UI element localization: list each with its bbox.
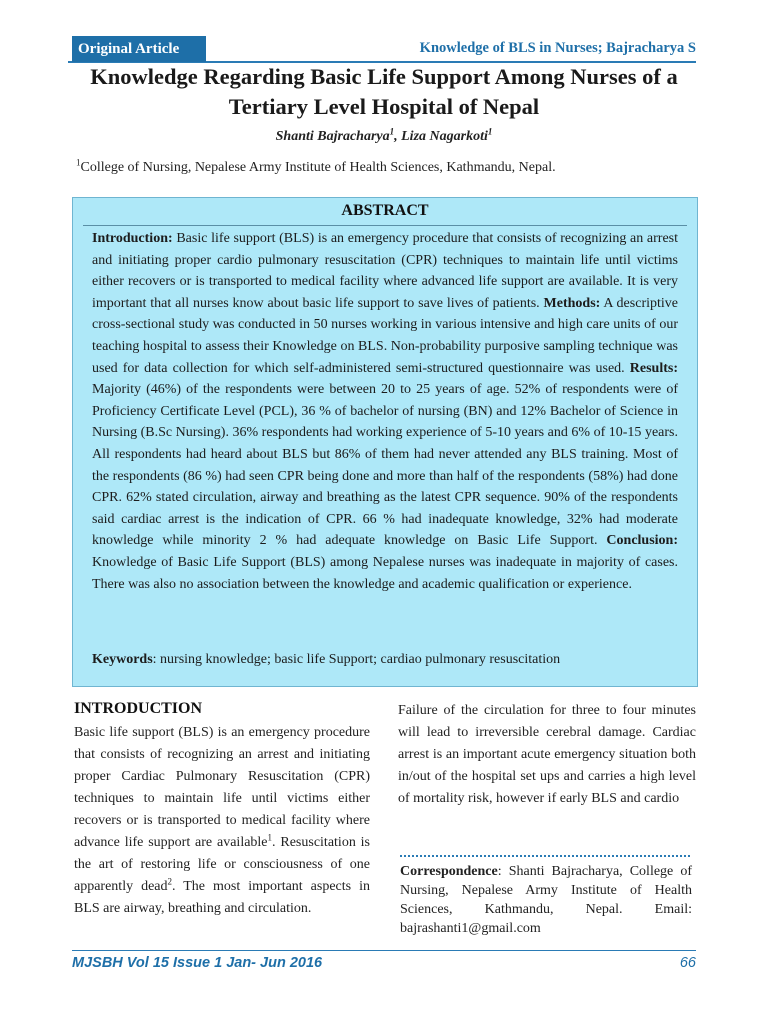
abstract-rule [83,225,687,226]
footer-journal: MJSBH Vol 15 Issue 1 Jan- Jun 2016 [72,955,323,971]
correspondence-text: : Shanti Bajracharya, College of Nursing, Nepalese Army Institute of Health Sciences, Kathmandu, Nepal. Email: bajrashanti1@gmail.com [400,864,692,936]
title-line-1: Knowledge Regarding Basic Life Support Among Nurses of a [90,64,678,89]
results-label: Results: [629,360,678,376]
introduction-label: Introduction: [92,231,173,246]
affiliation-text: College of Nursing, Nepalese Army Institute of Health Sciences, Kathmandu, Nepal. [80,160,556,175]
introduction-right-column [398,700,696,810]
methods-text: A descriptive cross-sectional study was conducted in 50 nurses working in various intensive and high care units of our teaching hospital to assess their Knowledge on BLS. Non-probability purposive sampling technique was used for data collection for which self-administered semi-structured questionnaire was used. [92,295,678,376]
affiliation-mark: 1 [76,157,81,168]
results-text: Majority (46%) of the respondents were between 20 to 25 years of age. 52% of respondents were of Proficiency Certificate Level (PCL), 36 % of bachelor of nursing (BN) and 12% Bachelor of Science in Nursing (B.Sc Nursing). 36% respondents had working experience of 5-10 years and 6% of 10-15 years. All respondents had heard about BLS but 86% of them had never attended any BLS training. Most of the respondents (86 %) had seen CPR being done and more than half of the respondents (58%) had done CPR. 62% stated circulation, airway and breathing as the latest CPR sequence. 90% of the respondents said cardiac arrest is the indication of CPR. 66 % had inadequate knowledge, 32% had moderate knowledge while minority 2 % had adequate knowledge on Basic Life Support. [92,382,678,549]
correspondence-label: Correspondence [400,864,498,879]
intro-text-part-1: Basic life support (BLS) is an emergency procedure that consists of recognizing an arrest and initiating proper Cardiac Pulmonary Resuscitation (CPR) techniques to maintain life until victims either recovers or is transported to medical facility where advance life support are available [74,725,370,850]
article-type-badge: Original Article [72,36,206,62]
introduction-text: Basic life support (BLS) is an emergency procedure that consists of recognizing an arrest and initiating proper cardio pulmonary resuscitation (CPR) techniques to maintain life until victims either recovers or is transported to medical facility where advanced life support are available. It is very important that all nurses know about basic life support to save lives of patients. [92,231,678,311]
correspondence-divider [400,855,690,857]
introduction-continued: Failure of the circulation for three to four minutes will lead to irreversible cerebral damage. Cardiac arrest is an important acute emergency situation both in/out of the hospital set ups and carries a high level of mortality risk, however if early BLS and cardio [398,703,696,806]
abstract-box [72,197,698,687]
methods-label: Methods: [543,295,601,311]
affiliation [76,157,556,176]
author-1: Shanti Bajracharya [275,129,390,144]
keywords-text: : nursing knowledge; basic life Support; cardiao pulmonary resuscitation [152,652,561,667]
authors [0,126,768,145]
author-2-affiliation-mark: 1 [487,126,493,137]
keywords-label: Keywords [92,652,153,667]
introduction-paragraph [74,722,370,920]
keywords [92,652,678,668]
abstract-body [92,228,678,595]
abstract-heading: ABSTRACT [341,202,429,219]
conclusion-label: Conclusion: [606,533,678,549]
title-line-2: Tertiary Level Hospital of Nepal [228,94,540,119]
correspondence [400,862,692,938]
conclusion-text: Knowledge of Basic Life Support (BLS) among Nepalese nurses was inadequate in majority of cases. There was also no association between the knowledge and academic qualification or experience. [92,554,678,592]
intro-text-part-3: . The most important aspects in BLS are airway, breathing and circulation. [74,879,370,916]
intro-text-part-2: . Resuscitation is the art of restoring life or consciousness of one apparently dead [74,835,371,894]
author-separator: , [394,129,402,144]
author-2: Liza Nagarkoti [401,129,488,144]
citation-2: 2 [167,876,173,887]
article-title [60,62,708,122]
author-1-affiliation-mark: 1 [389,126,395,137]
running-head: Knowledge of BLS in Nurses; Bajracharya S [419,40,696,56]
introduction-left-column [74,700,370,920]
page-number: 66 [679,955,696,971]
citation-1: 1 [267,832,273,843]
introduction-heading: INTRODUCTION [74,700,203,717]
footer-rule [72,950,696,951]
